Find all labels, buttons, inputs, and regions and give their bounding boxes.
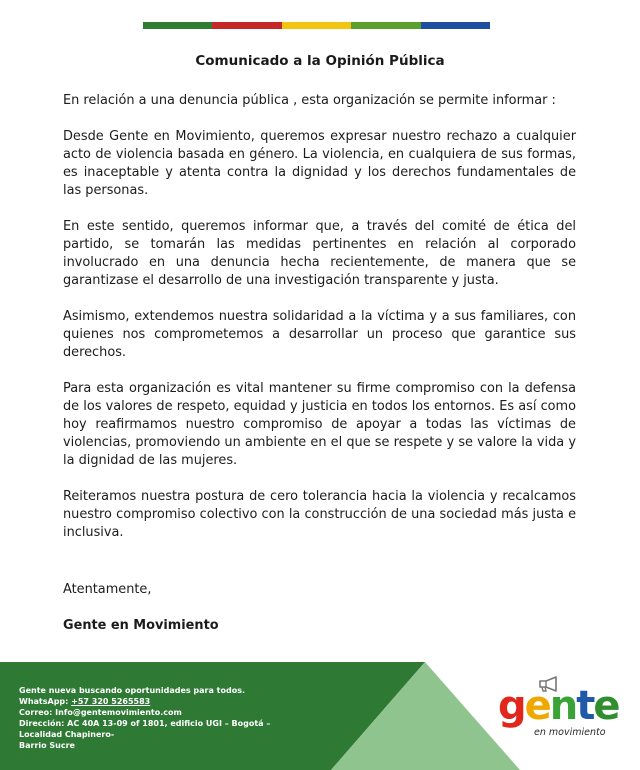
- paragraph-rechazo: Desde Gente en Movimiento, queremos expresar nuestro rechazo a cualquier acto de violencia basada en género. La violencia, en cualquiera de sus formas, es inaceptable y atenta contra la dignidad y los derechos fundamentales de las personas.: [63, 129, 576, 198]
- paragraph-cero-tolerancia: Reiteramos nuestra postura de cero tolerancia hacia la violencia y recalcamos nuestro compromiso colectivo con la construcción de una sociedad más justa e inclusiva.: [63, 489, 576, 540]
- paragraph-solidaridad: Asimismo, extendemos nuestra solidaridad a la víctima y a sus familiares, con quienes nos comprometemos a desarrollar un proceso que garantice sus derechos.: [63, 309, 576, 360]
- paragraph-comite-etica: En este sentido, queremos informar que, a través del comité de ética del partido, se tomarán las medidas pertinentes en relación al corporado involucrado en una denuncia hecha recientemente, de manera que se garantizase el desarrollo de una investigación transparente y justa.: [63, 219, 576, 288]
- logo-wordmark: [498, 684, 619, 728]
- footer-email: Correo: Info@gentemovimiento.com: [19, 708, 182, 717]
- footer-address-2: Localidad Chapinero-: [19, 730, 115, 739]
- paragraph-intro: En relación a una denuncia pública , esta organización se permite informar :: [63, 93, 556, 108]
- document-title: Comunicado a la Opinión Pública: [195, 53, 445, 69]
- logo-subtitle: en movimiento: [534, 727, 606, 738]
- footer-address-3: Barrio Sucre: [19, 741, 75, 750]
- stripe-yellow: [282, 22, 351, 29]
- document-body: [63, 92, 576, 560]
- gente-logo: [498, 680, 619, 752]
- footer-whatsapp: [19, 696, 309, 707]
- footer: [0, 662, 640, 770]
- logo-letter-e: e: [524, 683, 550, 729]
- logo-letter-g: g: [498, 683, 525, 729]
- whatsapp-link[interactable]: +57 320 5265583: [71, 697, 151, 706]
- stripe-green: [143, 22, 212, 29]
- stripe-blue: [421, 22, 490, 29]
- footer-address-1: Dirección: AC 40A 13-09 of 1801, edificio UGI – Bogotá –: [19, 719, 271, 728]
- paragraph-compromiso: Para esta organización es vital mantener su firme compromiso con la defensa de los valores de respeto, equidad y justicia en todos los entornos. Es así como hoy reafirmamos nuestro compromiso de apoyar a todas las víctimas de violencias, promoviendo un ambiente en el que se respete y se valore la vida y la dignidad de las mujeres.: [63, 381, 576, 468]
- logo-letter-t: t: [576, 683, 594, 729]
- signature: Gente en Movimiento: [63, 618, 219, 633]
- stripe-red: [212, 22, 281, 29]
- logo-letter-e2: e: [593, 683, 619, 729]
- footer-tagline: Gente nueva buscando oportunidades para todos.: [19, 686, 246, 695]
- whatsapp-label: WhatsApp:: [19, 697, 72, 706]
- closing-salutation: Atentamente,: [63, 582, 152, 597]
- logo-letter-n: n: [549, 683, 577, 729]
- stripe-lightgreen: [351, 22, 420, 29]
- footer-contact-info: [19, 685, 309, 751]
- header-color-stripe: [143, 22, 490, 29]
